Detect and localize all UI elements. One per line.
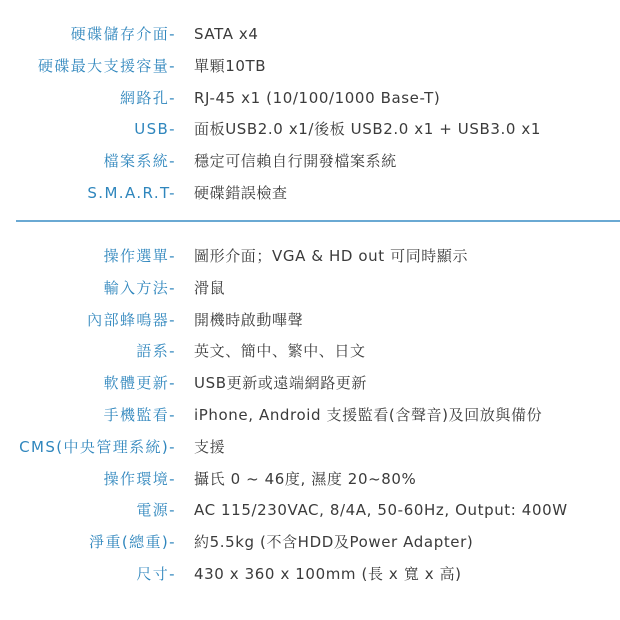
spec-value: 約5.5kg (不含HDD及Power Adapter) xyxy=(194,533,474,552)
spec-label: 尺寸- xyxy=(136,564,176,583)
spec-row-file-system xyxy=(0,146,620,178)
spec-value: 單顆10TB xyxy=(194,56,267,75)
spec-group-hardware xyxy=(0,19,620,210)
spec-label: 手機監看- xyxy=(103,405,176,424)
spec-row-input xyxy=(0,273,620,305)
spec-label: USB- xyxy=(134,120,176,139)
spec-value: 面板USB2.0 x1/後板 USB2.0 x1 + USB3.0 x1 xyxy=(194,120,542,139)
spec-label: 軟體更新- xyxy=(103,374,176,393)
spec-row-software-update xyxy=(0,368,620,400)
spec-row-power xyxy=(0,495,620,527)
spec-value: 英文、簡中、繁中、日文 xyxy=(194,342,366,361)
spec-value: 滑鼠 xyxy=(194,278,226,297)
spec-row-smart xyxy=(0,178,620,210)
spec-row-usb xyxy=(0,114,620,146)
spec-label: 淨重(總重)- xyxy=(89,533,176,552)
spec-label: 檔案系統- xyxy=(103,152,176,171)
spec-row-cms xyxy=(0,432,620,464)
spec-row-buzzer xyxy=(0,305,620,337)
spec-value: 圖形介面；VGA & HD out 可同時顯示 xyxy=(194,247,469,265)
spec-label: 電源- xyxy=(136,501,176,520)
spec-row-mobile-monitoring xyxy=(0,400,620,432)
spec-label: CMS(中央管理系統)- xyxy=(19,437,176,456)
spec-row-dimensions xyxy=(0,559,620,591)
spec-row-weight xyxy=(0,527,620,559)
spec-group-software xyxy=(0,241,620,591)
spec-label: 內部蜂鳴器- xyxy=(87,310,176,329)
spec-value: 430 x 360 x 100mm (長 x 寬 x 高) xyxy=(194,564,462,583)
spec-value: AC 115/230VAC, 8/4A, 50-60Hz, Output: 400W xyxy=(194,501,568,520)
spec-label: 語系- xyxy=(136,342,176,361)
spec-value: 攝氏 0 ~ 46度, 濕度 20~80% xyxy=(194,469,417,488)
spec-label: 操作環境- xyxy=(103,469,176,488)
spec-label: 操作選單- xyxy=(103,247,176,265)
spec-row-language xyxy=(0,336,620,368)
spec-value: RJ-45 x1 (10/100/1000 Base-T) xyxy=(194,88,441,107)
spec-label: S.M.A.R.T- xyxy=(87,183,176,202)
spec-value: 開機時啟動嗶聲 xyxy=(194,310,304,329)
spec-value: 硬碟錯誤檢查 xyxy=(194,183,288,202)
spec-value: USB更新或遠端網路更新 xyxy=(194,374,367,393)
spec-row-menu xyxy=(0,241,620,273)
spec-row-disk-interface xyxy=(0,19,620,51)
spec-label: 網路孔- xyxy=(119,88,176,107)
spec-value: 穩定可信賴自行開發檔案系統 xyxy=(194,152,397,171)
spec-value: SATA x4 xyxy=(194,25,259,43)
spec-value: 支援 xyxy=(194,437,226,456)
spec-row-disk-capacity xyxy=(0,51,620,83)
spec-label: 硬碟最大支援容量- xyxy=(37,56,176,75)
spec-label: 輸入方法- xyxy=(103,278,176,297)
spec-row-network-port xyxy=(0,83,620,115)
spec-label: 硬碟儲存介面- xyxy=(70,25,176,43)
section-divider xyxy=(16,220,620,222)
spec-row-environment xyxy=(0,464,620,496)
spec-value: iPhone, Android 支援監看(含聲音)及回放與備份 xyxy=(194,405,543,424)
